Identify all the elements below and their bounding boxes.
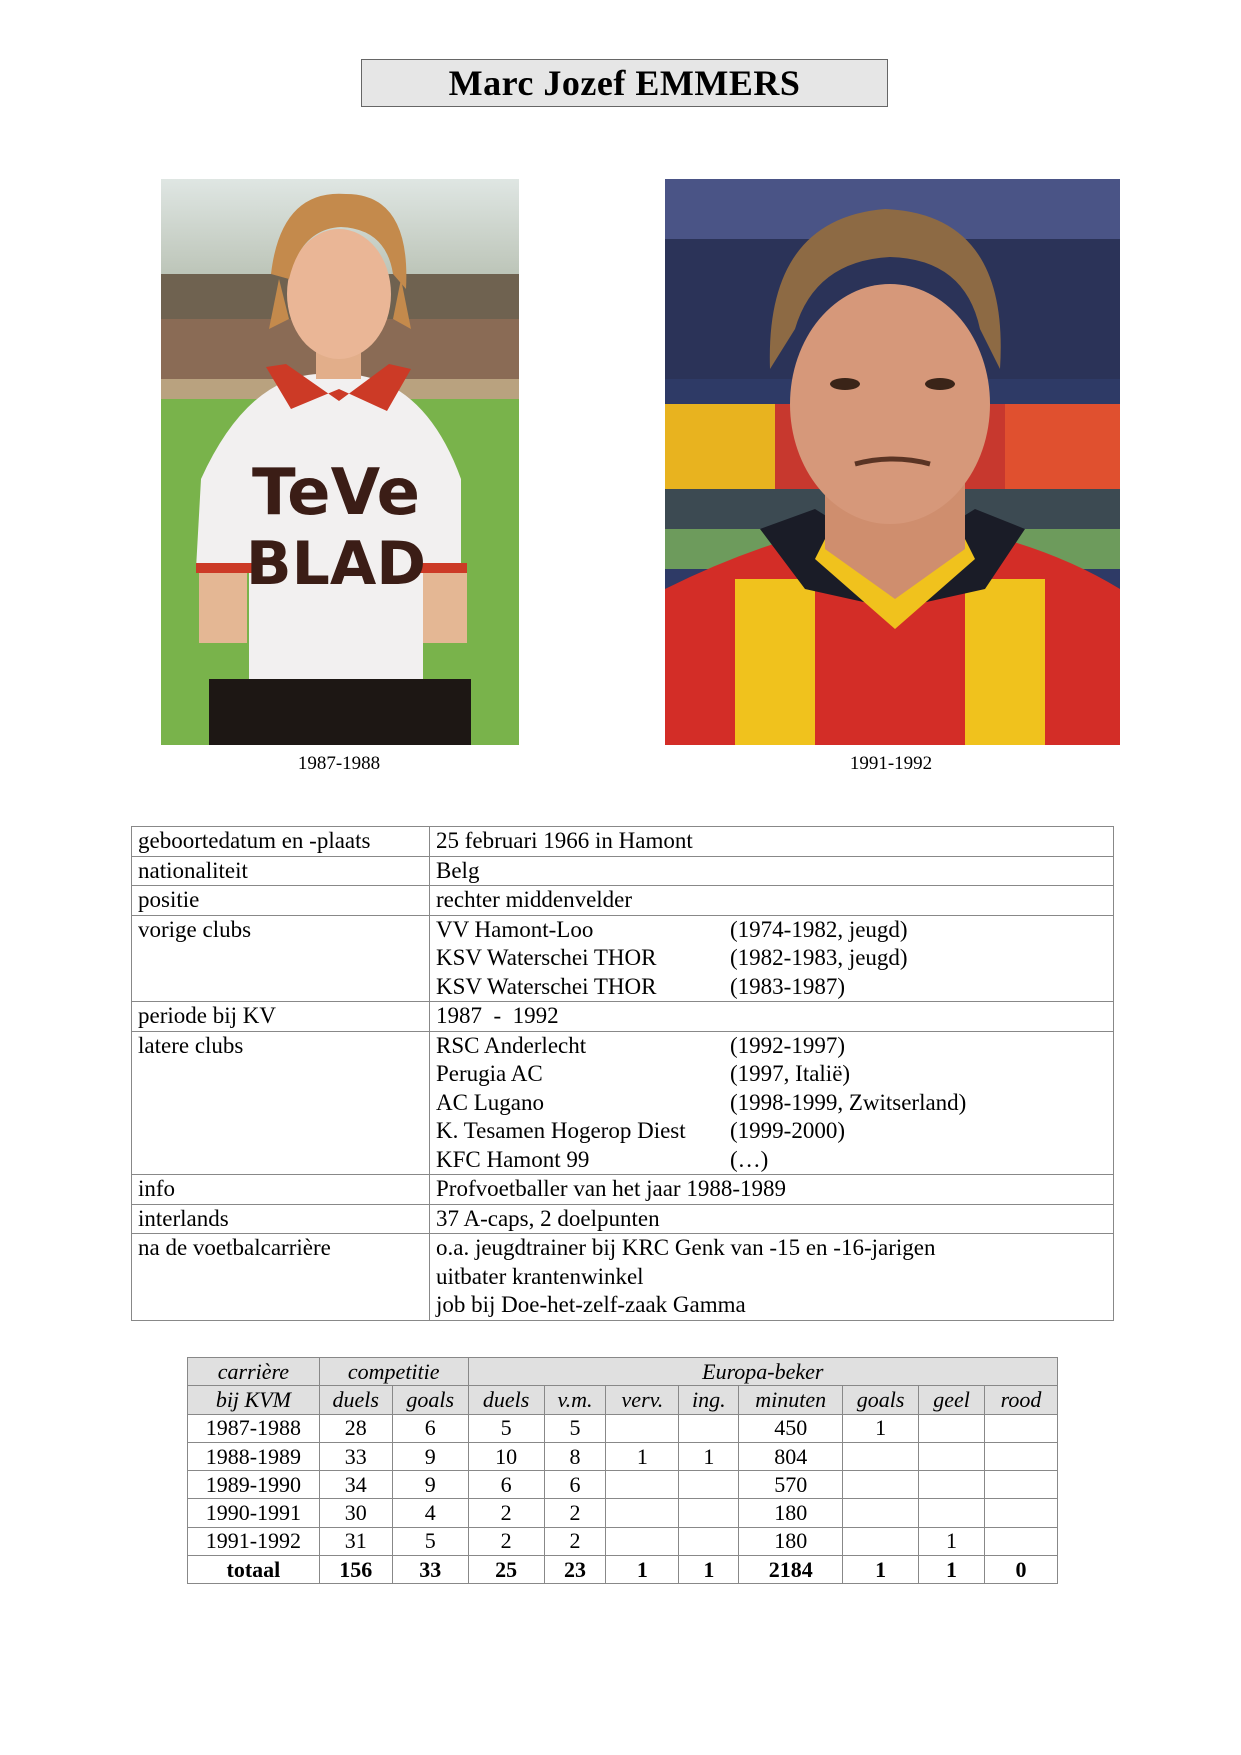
info-label: na de voetbalcarrière: [132, 1234, 430, 1321]
club-line: [436, 1089, 1113, 1118]
header-cell: bij KVM: [188, 1386, 320, 1414]
table-cell: 2: [544, 1527, 606, 1555]
club-period: (1992-1997): [730, 1032, 845, 1058]
info-label: geboortedatum en -plaats: [132, 827, 430, 857]
header-competition: competitie: [319, 1358, 468, 1386]
player-photo-1991: [665, 179, 1120, 745]
table-cell: [919, 1442, 985, 1470]
after-career-line: uitbater krantenwinkel: [436, 1263, 644, 1289]
club-line: [436, 944, 1113, 973]
table-cell: 804: [739, 1442, 843, 1470]
table-row: [188, 1414, 1058, 1442]
stats-header-top: [188, 1358, 1058, 1386]
club-line: [436, 973, 1113, 1002]
info-value: Belg: [430, 856, 1114, 886]
club-line: [436, 1146, 1113, 1175]
header-cell: geel: [919, 1386, 985, 1414]
table-cell: 30: [319, 1499, 392, 1527]
table-cell: 28: [319, 1414, 392, 1442]
stats-header-sub: [188, 1386, 1058, 1414]
table-cell: 1990-1991: [188, 1499, 320, 1527]
table-cell: 1: [679, 1442, 739, 1470]
info-label: latere clubs: [132, 1031, 430, 1175]
info-label: vorige clubs: [132, 915, 430, 1002]
career-stats-table: [187, 1357, 1058, 1584]
header-career: carrière: [188, 1358, 320, 1386]
info-row-previous-clubs: [132, 915, 1114, 1002]
info-value: 1987 - 1992: [430, 1002, 1114, 1032]
header-cell: duels: [468, 1386, 544, 1414]
table-cell: [679, 1471, 739, 1499]
header-cell: minuten: [739, 1386, 843, 1414]
club-name: KFC Hamont 99: [436, 1146, 590, 1172]
total-cell: 1: [919, 1556, 985, 1584]
club-name: KSV Waterschei THOR: [436, 945, 657, 970]
total-cell: 1: [843, 1556, 919, 1584]
info-label: nationaliteit: [132, 856, 430, 886]
header-cell: verv.: [606, 1386, 679, 1414]
table-cell: 5: [392, 1527, 468, 1555]
table-cell: [919, 1499, 985, 1527]
total-cell: 156: [319, 1556, 392, 1584]
table-row: [188, 1527, 1058, 1555]
club-name: VV Hamont-Loo: [436, 916, 594, 942]
table-row: [188, 1442, 1058, 1470]
after-career-line: job bij Doe-het-zelf-zaak Gamma: [436, 1292, 746, 1317]
info-value: [430, 1031, 1114, 1175]
info-label: info: [132, 1175, 430, 1205]
info-row-after-career: [132, 1234, 1114, 1321]
header-cell: duels: [319, 1386, 392, 1414]
table-cell: [679, 1414, 739, 1442]
table-cell: 570: [739, 1471, 843, 1499]
club-name: AC Lugano: [436, 1089, 544, 1115]
info-value: 37 A-caps, 2 doelpunten: [430, 1204, 1114, 1234]
table-cell: 1: [606, 1442, 679, 1470]
club-period: (1983-1987): [730, 973, 845, 999]
club-name: K. Tesamen Hogerop Diest: [436, 1118, 686, 1143]
table-cell: 450: [739, 1414, 843, 1442]
info-label: periode bij KV: [132, 1002, 430, 1032]
header-europe-cup: Europa-beker: [468, 1358, 1057, 1386]
table-cell: [843, 1499, 919, 1527]
club-period: (1974-1982, jeugd): [730, 916, 908, 942]
info-value: 25 februari 1966 in Hamont: [430, 827, 1114, 857]
after-career-line: o.a. jeugdtrainer bij KRC Genk van -15 en -16-jarigen: [436, 1235, 936, 1260]
table-cell: [985, 1471, 1058, 1499]
table-cell: [919, 1414, 985, 1442]
photo-caption-1: 1987-1988: [297, 753, 381, 774]
table-cell: 9: [392, 1442, 468, 1470]
info-label: positie: [132, 886, 430, 916]
table-cell: [606, 1527, 679, 1555]
table-cell: 1989-1990: [188, 1471, 320, 1499]
table-cell: 5: [468, 1414, 544, 1442]
stats-body: [188, 1414, 1058, 1555]
info-value: rechter middenvelder: [430, 886, 1114, 916]
table-cell: 1: [843, 1414, 919, 1442]
total-cell: totaal: [188, 1556, 320, 1584]
info-row-birth: [132, 827, 1114, 857]
table-cell: 34: [319, 1471, 392, 1499]
header-cell: ing.: [679, 1386, 739, 1414]
table-cell: [985, 1442, 1058, 1470]
table-cell: [606, 1499, 679, 1527]
page-title: Marc Jozef EMMERS: [361, 59, 888, 107]
club-line: [436, 1117, 1113, 1146]
club-line: [436, 1060, 1113, 1089]
photo-caption-2: 1991-1992: [849, 753, 933, 774]
club-period: (…): [730, 1146, 769, 1172]
table-cell: 10: [468, 1442, 544, 1470]
info-value: [430, 915, 1114, 1002]
header-cell: rood: [985, 1386, 1058, 1414]
table-row: [188, 1471, 1058, 1499]
table-cell: 8: [544, 1442, 606, 1470]
table-cell: [985, 1499, 1058, 1527]
total-cell: 0: [985, 1556, 1058, 1584]
table-cell: 1991-1992: [188, 1527, 320, 1555]
info-row-nationality: [132, 856, 1114, 886]
header-cell: goals: [843, 1386, 919, 1414]
club-period: (1999-2000): [730, 1118, 845, 1143]
table-cell: 180: [739, 1499, 843, 1527]
table-row: [188, 1499, 1058, 1527]
club-name: RSC Anderlecht: [436, 1032, 587, 1058]
player-info-table: [131, 826, 1114, 1321]
table-cell: 6: [468, 1471, 544, 1499]
info-row-period: [132, 1002, 1114, 1032]
shirt-sponsor-line2: BLAD: [245, 529, 427, 599]
table-cell: [606, 1471, 679, 1499]
table-cell: 31: [319, 1527, 392, 1555]
total-cell: 2184: [739, 1556, 843, 1584]
info-value: [430, 1234, 1114, 1321]
table-cell: [985, 1414, 1058, 1442]
table-cell: 2: [468, 1499, 544, 1527]
table-cell: 180: [739, 1527, 843, 1555]
shirt-sponsor-line1: TeVe: [252, 456, 420, 530]
header-cell: v.m.: [544, 1386, 606, 1414]
total-cell: 33: [392, 1556, 468, 1584]
table-cell: [843, 1527, 919, 1555]
table-cell: 6: [544, 1471, 606, 1499]
table-cell: [985, 1527, 1058, 1555]
table-cell: 4: [392, 1499, 468, 1527]
table-cell: 9: [392, 1471, 468, 1499]
table-cell: 33: [319, 1442, 392, 1470]
table-cell: 1988-1989: [188, 1442, 320, 1470]
total-cell: 1: [679, 1556, 739, 1584]
info-row-position: [132, 886, 1114, 916]
stats-total-row: [188, 1556, 1058, 1584]
info-value: Profvoetballer van het jaar 1988-1989: [430, 1175, 1114, 1205]
info-row-caps: [132, 1204, 1114, 1234]
table-cell: 5: [544, 1414, 606, 1442]
club-period: (1998-1999, Zwitserland): [730, 1089, 967, 1115]
table-cell: 2: [544, 1499, 606, 1527]
table-cell: 1987-1988: [188, 1414, 320, 1442]
info-label: interlands: [132, 1204, 430, 1234]
table-cell: [606, 1414, 679, 1442]
club-line: [436, 916, 1113, 945]
club-name: KSV Waterschei THOR: [436, 973, 657, 999]
club-name: Perugia AC: [436, 1061, 543, 1086]
total-cell: 25: [468, 1556, 544, 1584]
club-period: (1982-1983, jeugd): [730, 945, 908, 970]
table-cell: [679, 1527, 739, 1555]
table-cell: [843, 1471, 919, 1499]
player-photo-1987: [161, 179, 519, 745]
table-cell: [679, 1499, 739, 1527]
info-row-later-clubs: [132, 1031, 1114, 1175]
table-cell: [843, 1442, 919, 1470]
club-period: (1997, Italië): [730, 1061, 851, 1086]
table-cell: 6: [392, 1414, 468, 1442]
info-row-info: [132, 1175, 1114, 1205]
table-cell: [919, 1471, 985, 1499]
total-cell: 23: [544, 1556, 606, 1584]
total-cell: 1: [606, 1556, 679, 1584]
table-cell: 1: [919, 1527, 985, 1555]
header-cell: goals: [392, 1386, 468, 1414]
club-line: [436, 1032, 1113, 1061]
table-cell: 2: [468, 1527, 544, 1555]
